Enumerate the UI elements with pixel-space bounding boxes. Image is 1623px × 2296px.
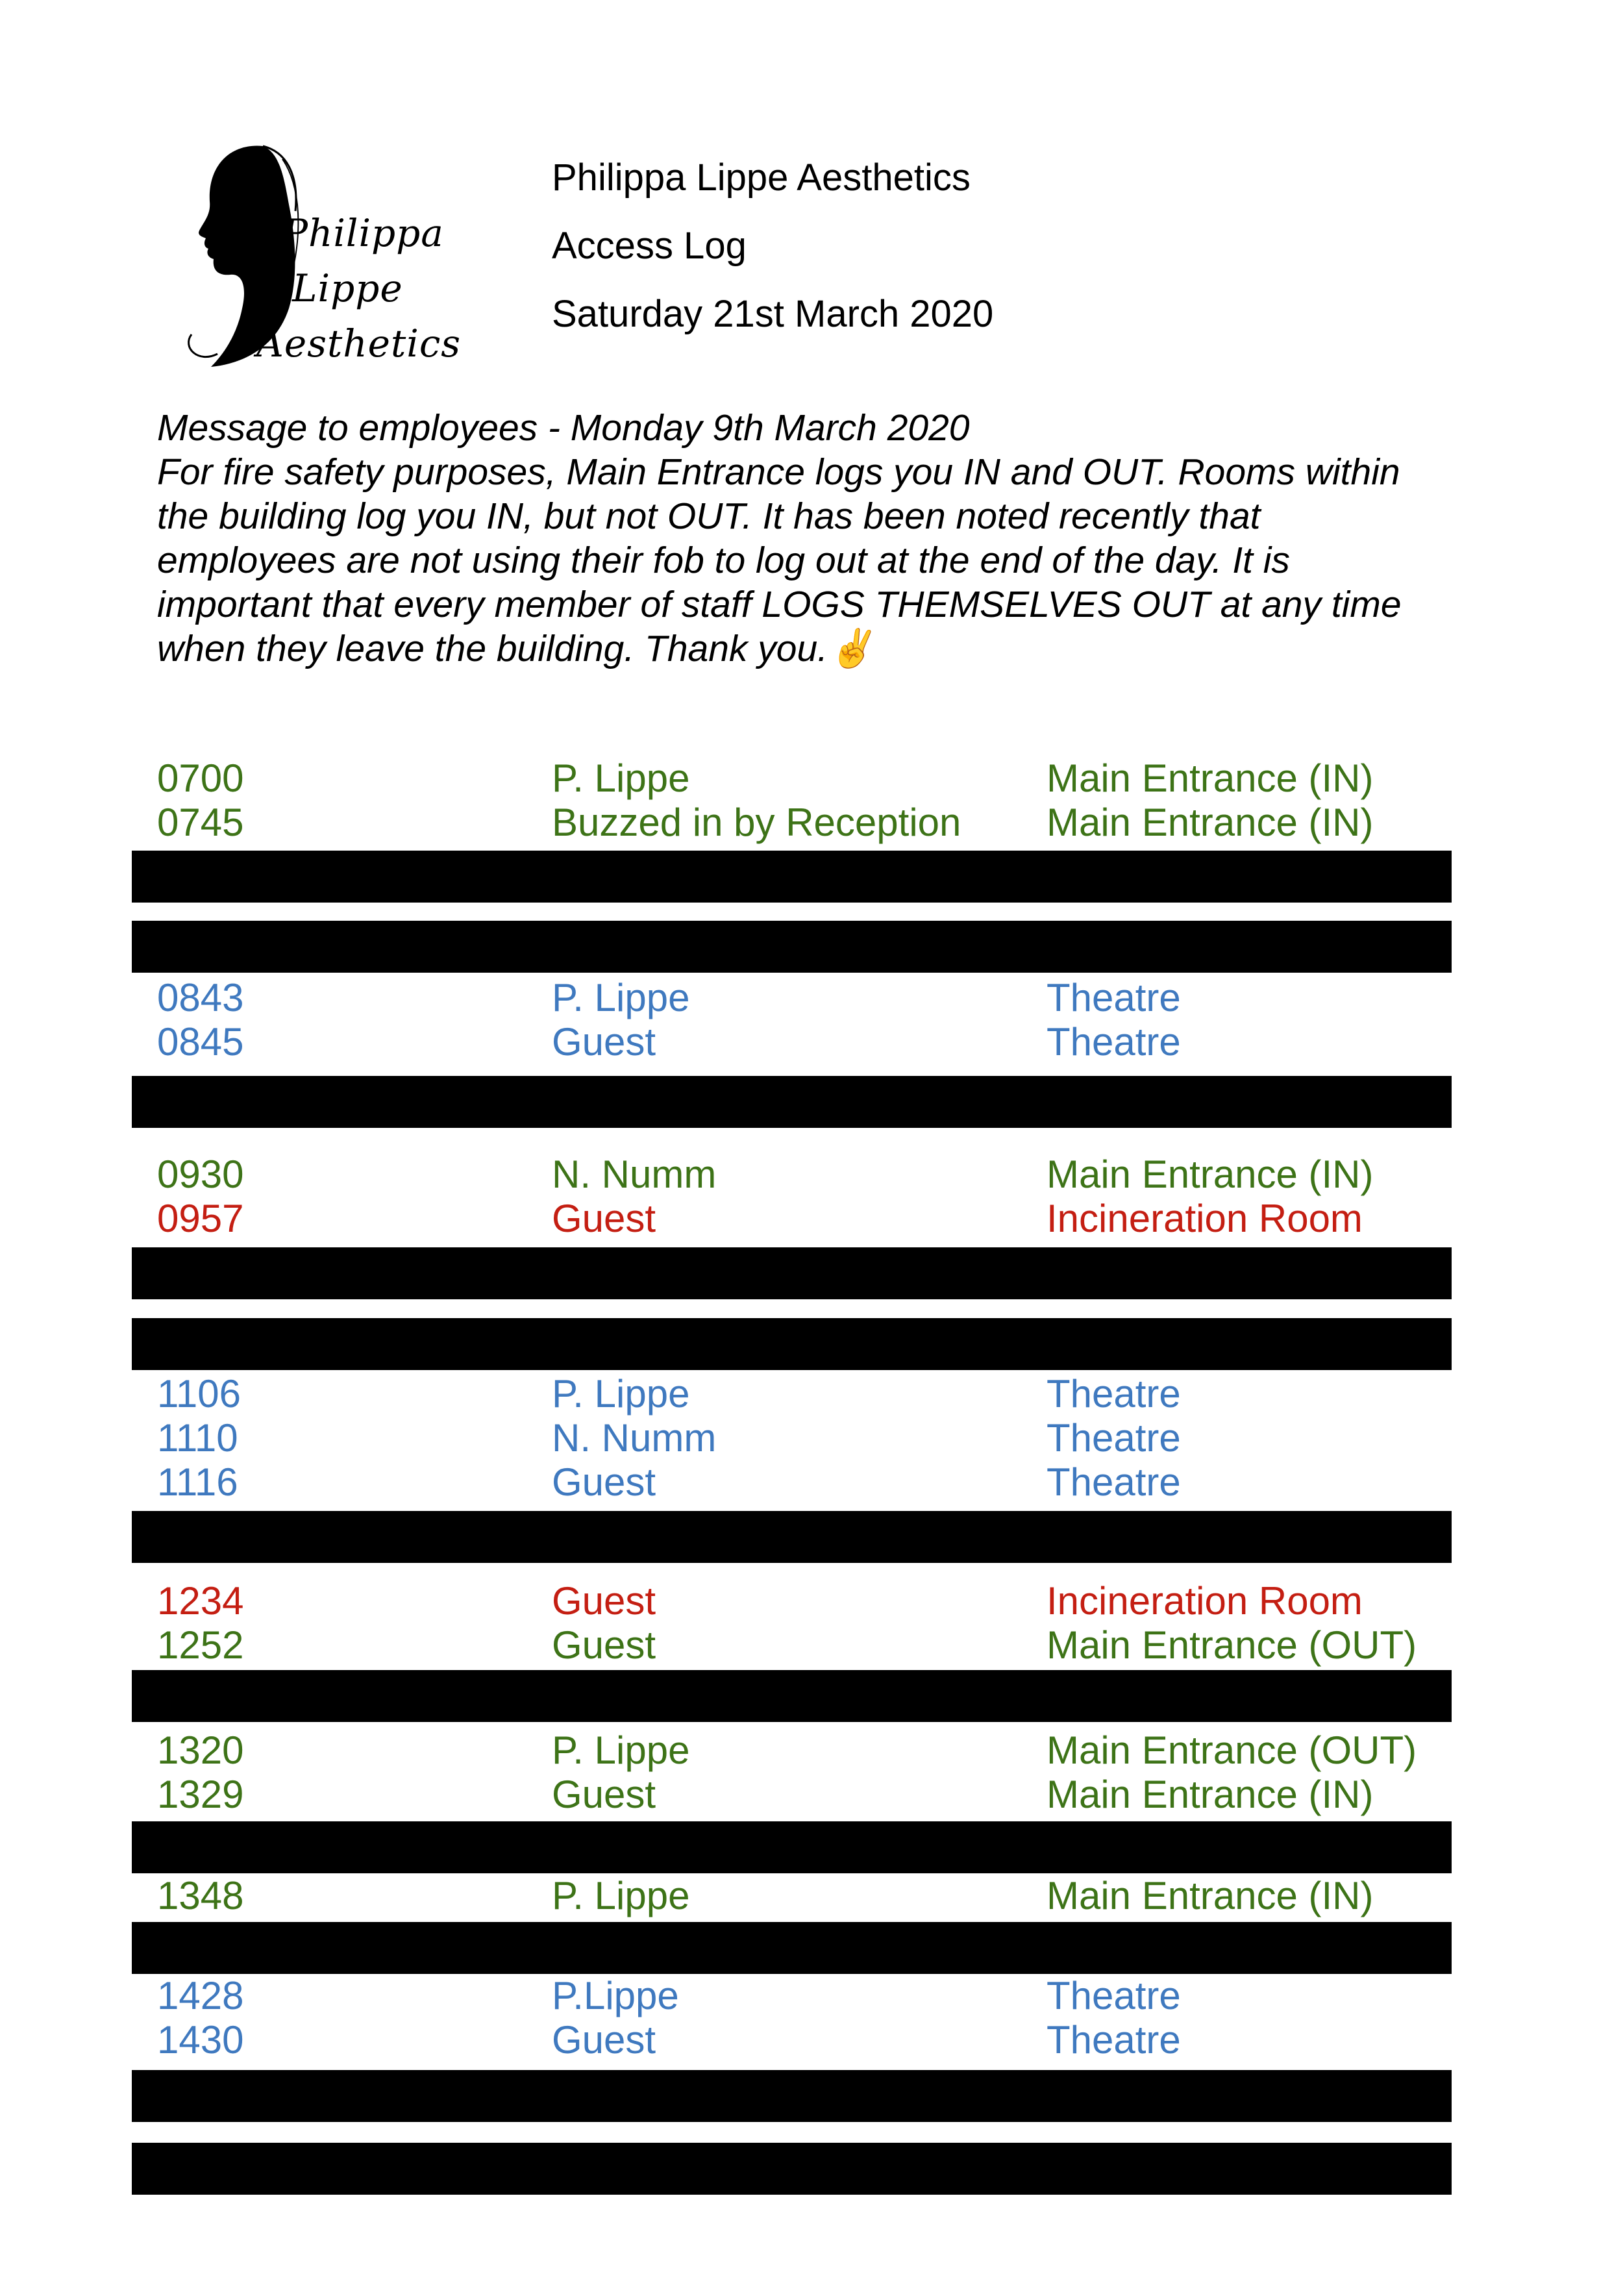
log-location: Main Entrance (OUT) [1047, 1623, 1417, 1667]
log-time: 0745 [157, 801, 244, 844]
log-time: 0930 [157, 1153, 244, 1196]
redaction-bar [132, 851, 1452, 903]
log-row [0, 801, 1623, 845]
log-date: Saturday 21st March 2020 [552, 293, 994, 335]
log-location: Theatre [1047, 976, 1181, 1019]
log-location: Main Entrance (IN) [1047, 1874, 1374, 1917]
company-logo [185, 140, 462, 373]
message-line: Message to employees - Monday 9th March 2020 [157, 407, 970, 449]
log-person: P. Lippe [552, 1372, 690, 1416]
log-row [0, 2018, 1623, 2062]
log-row [0, 1416, 1623, 1460]
redaction-bar [132, 1821, 1452, 1873]
log-row [0, 1197, 1623, 1241]
log-person: Guest [552, 1773, 656, 1816]
log-time: 0843 [157, 976, 244, 1019]
log-location: Main Entrance (IN) [1047, 1153, 1374, 1196]
log-row [0, 1020, 1623, 1064]
log-row [0, 1874, 1623, 1918]
log-location: Main Entrance (IN) [1047, 756, 1374, 800]
log-person: P. Lippe [552, 976, 690, 1019]
redaction-bar [132, 1318, 1452, 1370]
log-location: Incineration Room [1047, 1579, 1363, 1623]
log-person: N. Numm [552, 1153, 717, 1196]
document-title: Access Log [552, 225, 747, 267]
logo-line-1: Philippa [282, 211, 444, 255]
log-time: 1116 [157, 1460, 238, 1504]
log-location: Theatre [1047, 1460, 1181, 1504]
redaction-bar [132, 1670, 1452, 1722]
log-time: 1106 [157, 1372, 242, 1416]
log-row [0, 1623, 1623, 1667]
log-row [0, 1579, 1623, 1623]
log-row [0, 976, 1623, 1020]
log-location: Theatre [1047, 1020, 1181, 1064]
log-person: N. Numm [552, 1416, 717, 1460]
log-person: P.Lippe [552, 1974, 679, 2017]
log-location: Main Entrance (IN) [1047, 1773, 1374, 1816]
logo-line-2: Lippe [292, 266, 403, 310]
log-row [0, 1773, 1623, 1817]
log-person: P. Lippe [552, 1874, 690, 1917]
log-time: 1348 [157, 1874, 244, 1917]
log-time: 0700 [157, 756, 244, 800]
log-person: P. Lippe [552, 756, 690, 800]
redaction-bar [132, 2070, 1452, 2122]
log-row [0, 1153, 1623, 1197]
redaction-bar [132, 1247, 1452, 1299]
log-location: Main Entrance (OUT) [1047, 1728, 1417, 1772]
log-row [0, 1974, 1623, 2018]
log-time: 1110 [157, 1416, 238, 1460]
redaction-bar [132, 1511, 1452, 1563]
log-person: P. Lippe [552, 1728, 690, 1772]
log-person: Guest [552, 1460, 656, 1504]
redaction-bar [132, 1076, 1452, 1128]
employee-message [157, 406, 1475, 671]
log-location: Theatre [1047, 1974, 1181, 2017]
log-person: Guest [552, 1579, 656, 1623]
log-location: Theatre [1047, 1416, 1181, 1460]
message-line: important that every member of staff LOGS THEMSELVES OUT at any time [157, 584, 1402, 625]
log-location: Theatre [1047, 1372, 1181, 1416]
log-time: 1320 [157, 1728, 244, 1772]
logo-line-3: Aesthetics [256, 321, 462, 366]
log-time: 0845 [157, 1020, 244, 1064]
log-time: 1430 [157, 2018, 244, 2062]
log-time: 1428 [157, 1974, 244, 2017]
log-row [0, 1460, 1623, 1504]
message-line: employees are not using their fob to log out at the end of the day. It is [157, 540, 1290, 581]
log-person: Guest [552, 1623, 656, 1667]
message-line: when they leave the building. Thank you.✌ [157, 628, 874, 669]
log-location: Main Entrance (IN) [1047, 801, 1374, 844]
log-row [0, 1728, 1623, 1773]
log-person: Buzzed in by Reception [552, 801, 961, 844]
log-location: Theatre [1047, 2018, 1181, 2062]
log-time: 1329 [157, 1773, 244, 1816]
message-line: For fire safety purposes, Main Entrance logs you IN and OUT. Rooms within [157, 451, 1400, 493]
company-name: Philippa Lippe Aesthetics [552, 156, 971, 199]
redaction-bar [132, 1922, 1452, 1974]
log-row [0, 1372, 1623, 1416]
redaction-bar [132, 2143, 1452, 2195]
log-person: Guest [552, 1197, 656, 1240]
redaction-bar [132, 921, 1452, 973]
log-time: 1234 [157, 1579, 244, 1623]
log-time: 1252 [157, 1623, 244, 1667]
log-person: Guest [552, 2018, 656, 2062]
log-person: Guest [552, 1020, 656, 1064]
message-line: the building log you IN, but not OUT. It has been noted recently that [157, 495, 1261, 537]
log-row [0, 756, 1623, 801]
log-location: Incineration Room [1047, 1197, 1363, 1240]
log-time: 0957 [157, 1197, 244, 1240]
